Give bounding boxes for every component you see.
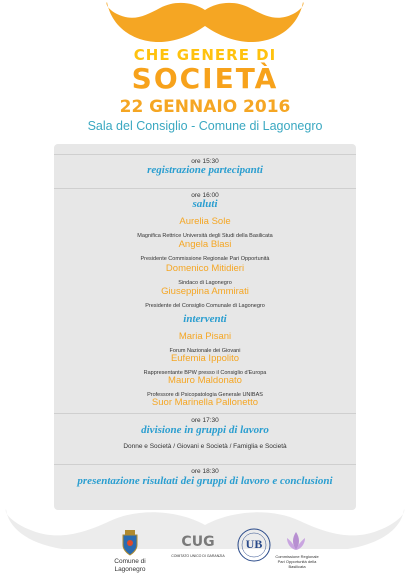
section-gruppi: divisione in gruppi di lavoro xyxy=(141,424,269,436)
speaker-name: Giuseppina Ammirati xyxy=(161,286,249,297)
logo-cug-sub: COMITATO UNICO DI GARANZIA xyxy=(171,554,225,558)
time-label: ore 18:30 xyxy=(54,460,356,478)
speaker-name: Angela Blasi xyxy=(178,239,232,250)
speaker-name: Eufemia Ippolito xyxy=(170,353,240,364)
speaker-role: Magnifica Rettrice Università degli Studi della Basilicata xyxy=(137,233,273,239)
lotus-icon xyxy=(283,530,309,552)
section-interventi: interventi xyxy=(183,313,227,325)
coat-of-arms-icon xyxy=(119,529,141,557)
logo-cug: CUG xyxy=(181,534,215,550)
speaker-role: Forum Nazionale dei Giovani xyxy=(169,348,241,354)
section-conclusioni: presentazione risultati dei gruppi di lavoro e conclusioni xyxy=(77,475,333,487)
event-venue: Sala del Consiglio - Comune di Lagonegro xyxy=(87,119,323,133)
time-label: ore 15:30 xyxy=(54,150,356,168)
sponsor-logos xyxy=(0,528,410,580)
event-date: 22 GENNAIO 2016 xyxy=(119,97,291,117)
speaker-name: Maria Pisani xyxy=(178,331,232,342)
speaker-name: Domenico Mitidieri xyxy=(165,263,245,274)
logo-unibas: UB xyxy=(245,537,263,551)
section-registrazione: registrazione partecipanti xyxy=(147,164,263,176)
speaker-role: Professore di Psicopatologia Generale UNIBAS xyxy=(147,392,263,398)
speaker-role: Presidente Commissione Regionale Pari Opportunità xyxy=(140,256,270,262)
section-saluti: saluti xyxy=(192,198,218,210)
speaker-role: Rappresentante BPW presso il Consiglio d'Europa xyxy=(143,370,267,376)
section-subtext: Donne e Società / Giovani e Società / Famiglia e Società xyxy=(123,443,287,450)
title-line1: CHE GENERE DI xyxy=(133,46,277,64)
title-line2: SOCIETÀ xyxy=(131,62,279,95)
speaker-name: Mauro Maldonato xyxy=(168,375,242,386)
speaker-role: Presidente del Consiglio Comunale di Lagonegro xyxy=(145,303,265,309)
speaker-role: Sindaco di Lagonegro xyxy=(178,280,232,286)
logo-commissione-label: Commissione Regionale Pari Opportunità della Basilicata xyxy=(275,554,319,569)
time-label: ore 16:00 xyxy=(54,184,356,202)
speaker-name: Aurelia Sole xyxy=(179,216,231,227)
speaker-name: Suor Marinella Pallonetto xyxy=(151,397,259,408)
logo-comune-label: Comune di Lagonegro xyxy=(114,558,146,573)
poster-header xyxy=(0,0,410,140)
mustache-icon xyxy=(105,0,305,48)
time-label: ore 17:30 xyxy=(54,409,356,427)
